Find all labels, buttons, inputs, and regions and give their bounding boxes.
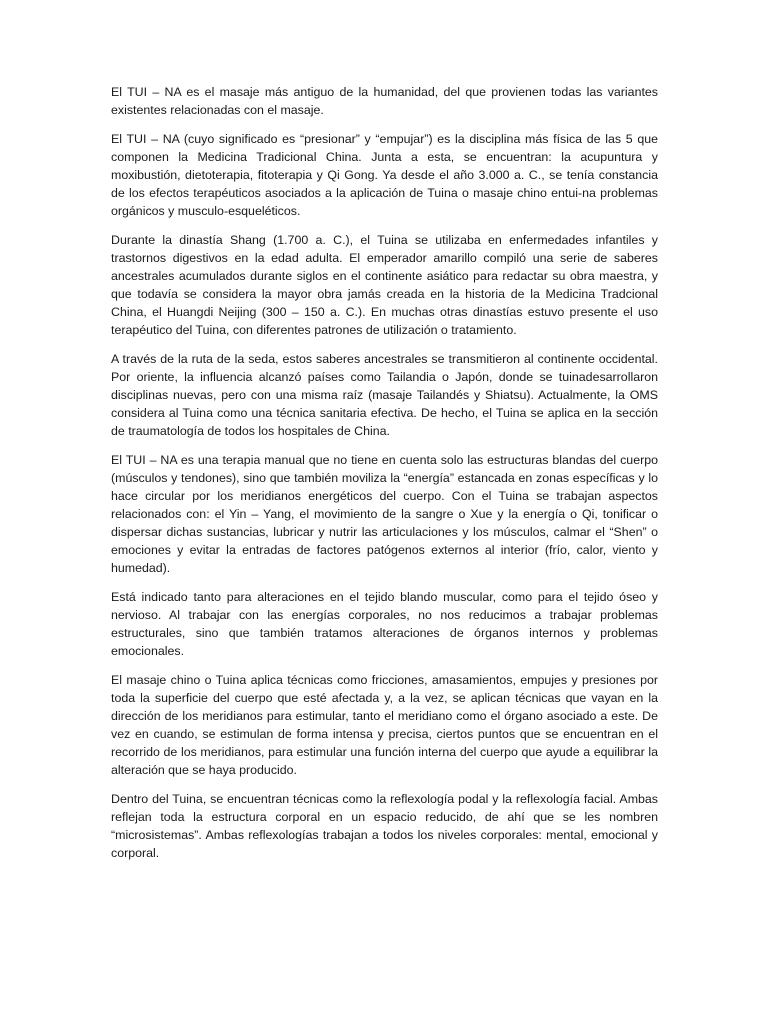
paragraph-7: El masaje chino o Tuina aplica técnicas como fricciones, amasamientos, empujes y presiones por toda la superficie del cuerpo que esté afectada y, a la vez, se aplican técnicas que vayan en la dirección de los meridianos para estimular, tanto el meridiano como el órgano asociado a este. De vez en cuando, se estimulan de forma intensa y precisa, ciertos puntos que se encuentran en el recorrido de los meridianos, para estimular una función interna del cuerpo que ayude a equilibrar la alteración que se haya producido. [111, 673, 658, 777]
paragraph-1: El TUI – NA es el masaje más antiguo de la humanidad, del que provienen todas las variantes existentes relacionadas con el masaje. [111, 85, 658, 117]
paragraph-4: A través de la ruta de la seda, estos saberes ancestrales se transmitieron al continente occidental. Por oriente, la influencia alcanzó países como Tailandia o Japón, donde se tuinadesarrollaron disciplinas nuevas, pero con una misma raíz (masaje Tailandés y Shiatsu). Actualmente, la OMS considera al Tuina como una técnica sanitaria efectiva. De hecho, el Tuina se aplica en la sección de traumatología de todos los hospitales de China. [111, 352, 658, 438]
paragraph-5: El TUI – NA es una terapia manual que no tiene en cuenta solo las estructuras blandas del cuerpo (músculos y tendones), sino que también moviliza la “energía” estancada en zonas específicas y lo hace circular por los meridianos energéticos del cuerpo. Con el Tuina se trabajan aspectos relacionados con: el Yin – Yang, el movimiento de la sangre o Xue y la energía o Qi, tonificar o dispersar dichas sustancias, lubricar y nutrir las articulaciones y los músculos, calmar el “Shen” o emociones y evitar la entradas de factores patógenos externos al interior (frío, calor, viento y humedad). [111, 453, 658, 575]
paragraph-6: Está indicado tanto para alteraciones en el tejido blando muscular, como para el tejido óseo y nervioso. Al trabajar con las energías corporales, no nos reducimos a trabajar problemas estructurales, sino que también tratamos alteraciones de órganos internos y problemas emocionales. [111, 590, 658, 658]
document-page [111, 83, 658, 873]
paragraph-3: Durante la dinastía Shang (1.700 a. C.), el Tuina se utilizaba en enfermedades infantiles y trastornos digestivos en la edad adulta. El emperador amarillo compiló una serie de saberes ancestrales acumulados durante siglos en el continente asiático para redactar su obra maestra, y que todavía se considera la mayor obra jamás creada en la historia de la Medicina Tradcional China, el Huangdi Neijing (300 – 150 a. C.). En muchas otras dinastías estuvo presente el uso terapéutico del Tuina, con diferentes patrones de utilización o tratamiento. [111, 233, 658, 337]
paragraph-8: Dentro del Tuina, se encuentran técnicas como la reflexología podal y la reflexología facial. Ambas reflejan toda la estructura corporal en un espacio reducido, de ahí que se les nombren “microsistemas”. Ambas reflexologías trabajan a todos los niveles corporales: mental, emocional y corporal. [111, 792, 658, 860]
paragraph-2: El TUI – NA (cuyo significado es “presionar” y “empujar”) es la disciplina más física de las 5 que componen la Medicina Tradicional China. Junta a esta, se encuentran: la acupuntura y moxibustión, dietoterapia, fitoterapia y Qi Gong. Ya desde el año 3.000 a. C., se tenía constancia de los efectos terapéuticos asociados a la aplicación de Tuina o masaje chino entui-na problemas orgánicos y musculo-esqueléticos. [111, 132, 658, 218]
